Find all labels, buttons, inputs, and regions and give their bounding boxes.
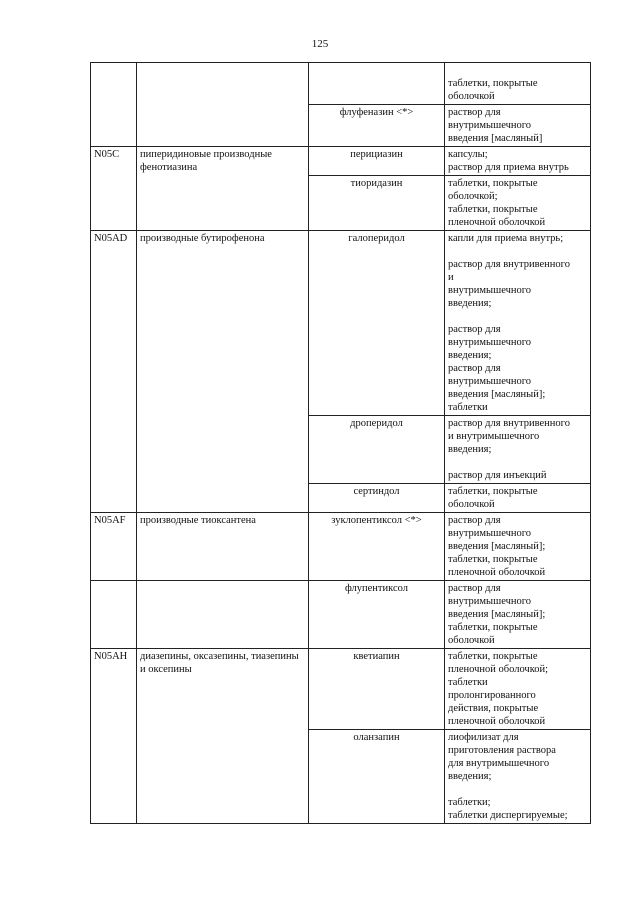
dosage-form-line: введения [масляный] (448, 133, 543, 144)
dosage-form-line: капли для приема внутрь; (448, 233, 564, 244)
dosage-form-cell (445, 105, 591, 147)
atc-code-cell (91, 581, 137, 649)
dosage-form-line: лиофилизат для (448, 732, 519, 743)
dosage-form-line: оболочкой (448, 635, 495, 646)
drug-name-cell: флупентиксол (309, 581, 445, 649)
dosage-form-line: раствор для (448, 324, 501, 335)
dosage-form-line: введения [масляный]; (448, 389, 546, 400)
dosage-form-line: и внутримышечного (448, 431, 540, 442)
dosage-form-line: пленочной оболочкой; (448, 664, 549, 675)
dosage-form-line: раствор для (448, 515, 501, 526)
page-number: 125 (311, 38, 329, 50)
dosage-form-line: введения; (448, 298, 492, 309)
table-row (91, 147, 591, 176)
dosage-form-line: раствор для внутривенного (448, 259, 570, 270)
dosage-form-line: таблетки (448, 402, 488, 413)
dosage-form-line: действия, покрытые (448, 703, 539, 714)
drug-group-cell: диазепины, оксазепины, тиазепины и оксепины (137, 649, 309, 824)
drug-name-cell: галоперидол (309, 231, 445, 416)
dosage-form-line: пролонгированного (448, 690, 536, 701)
dosage-form-line: оболочкой; (448, 191, 498, 202)
form-gap (448, 783, 587, 796)
dosage-form-cell (445, 416, 591, 484)
drug-name-cell: кветиапин (309, 649, 445, 730)
dosage-form-line: таблетки; (448, 797, 491, 808)
drug-group-cell: производные бутирофенона (137, 231, 309, 513)
dosage-form-line: внутримышечного (448, 120, 532, 131)
form-gap (448, 310, 587, 323)
drug-group-cell (137, 63, 309, 147)
table-row (91, 581, 591, 649)
dosage-form-cell (445, 63, 591, 105)
dosage-form-line: раствор для инъекций (448, 470, 547, 481)
dosage-form-line: раствор для (448, 363, 501, 374)
dosage-form-line: введения; (448, 444, 492, 455)
dosage-form-cell (445, 484, 591, 513)
drug-group-cell (137, 581, 309, 649)
dosage-form-line: раствор для внутривенного (448, 418, 570, 429)
table-row (91, 513, 591, 581)
dosage-form-line: раствор для (448, 583, 501, 594)
dosage-form-line: таблетки, покрытые (448, 178, 538, 189)
dosage-form-line: таблетки, покрытые (448, 78, 538, 89)
dosage-form-line: внутримышечного (448, 528, 532, 539)
drug-name-cell (309, 63, 445, 105)
dosage-form-line: таблетки, покрытые (448, 651, 538, 662)
drug-group-cell: пиперидиновые производные фенотиазина (137, 147, 309, 231)
dosage-form-line: оболочкой (448, 91, 495, 102)
form-gap (448, 456, 587, 469)
drug-group-cell: производные тиоксантена (137, 513, 309, 581)
atc-code-cell (91, 63, 137, 147)
dosage-form-line: раствор для приема внутрь (448, 162, 569, 173)
dosage-form-line: внутримышечного (448, 337, 532, 348)
dosage-form-line: таблетки, покрытые (448, 554, 538, 565)
drug-name-cell: тиоридазин (309, 176, 445, 231)
drug-name-cell: дроперидол (309, 416, 445, 484)
dosage-form-line: таблетки диспергируемые; (448, 810, 568, 821)
dosage-form-line: пленочной оболочкой (448, 217, 546, 228)
dosage-form-line: для внутримышечного (448, 758, 550, 769)
dosage-form-cell (445, 147, 591, 176)
form-gap (448, 245, 587, 258)
drug-table (90, 62, 591, 824)
table-row (91, 649, 591, 730)
dosage-form-line: раствор для (448, 107, 501, 118)
dosage-form-line: введения [масляный]; (448, 541, 546, 552)
drug-table-body (91, 63, 591, 824)
atc-code-cell: N05C (91, 147, 137, 231)
dosage-form-line: внутримышечного (448, 376, 532, 387)
dosage-form-line: таблетки, покрытые (448, 486, 538, 497)
dosage-form-cell (445, 513, 591, 581)
dosage-form-cell (445, 176, 591, 231)
dosage-form-line: введения [масляный]; (448, 609, 546, 620)
atc-code-cell: N05AF (91, 513, 137, 581)
dosage-form-line: оболочкой (448, 499, 495, 510)
dosage-form-cell (445, 730, 591, 824)
table-row (91, 231, 591, 416)
dosage-form-line: внутримышечного (448, 596, 532, 607)
drug-name-cell: оланзапин (309, 730, 445, 824)
atc-code-cell: N05AH (91, 649, 137, 824)
drug-name-cell: сертиндол (309, 484, 445, 513)
form-gap (448, 64, 587, 77)
dosage-form-cell (445, 649, 591, 730)
drug-name-cell: зуклопентиксол <*> (309, 513, 445, 581)
dosage-form-line: таблетки, покрытые (448, 622, 538, 633)
drug-name-cell: флуфеназин <*> (309, 105, 445, 147)
dosage-form-line: пленочной оболочкой (448, 567, 546, 578)
dosage-form-cell (445, 581, 591, 649)
dosage-form-line: внутримышечного (448, 285, 532, 296)
dosage-form-line: таблетки, покрытые (448, 204, 538, 215)
dosage-form-line: введения; (448, 771, 492, 782)
drug-name-cell: перициазин (309, 147, 445, 176)
dosage-form-line: приготовления раствора (448, 745, 556, 756)
dosage-form-line: пленочной оболочкой (448, 716, 546, 727)
table-row (91, 63, 591, 105)
dosage-form-cell (445, 231, 591, 416)
dosage-form-line: капсулы; (448, 149, 488, 160)
dosage-form-line: и (448, 272, 454, 283)
dosage-form-line: таблетки (448, 677, 488, 688)
atc-code-cell: N05AD (91, 231, 137, 513)
dosage-form-line: введения; (448, 350, 492, 361)
